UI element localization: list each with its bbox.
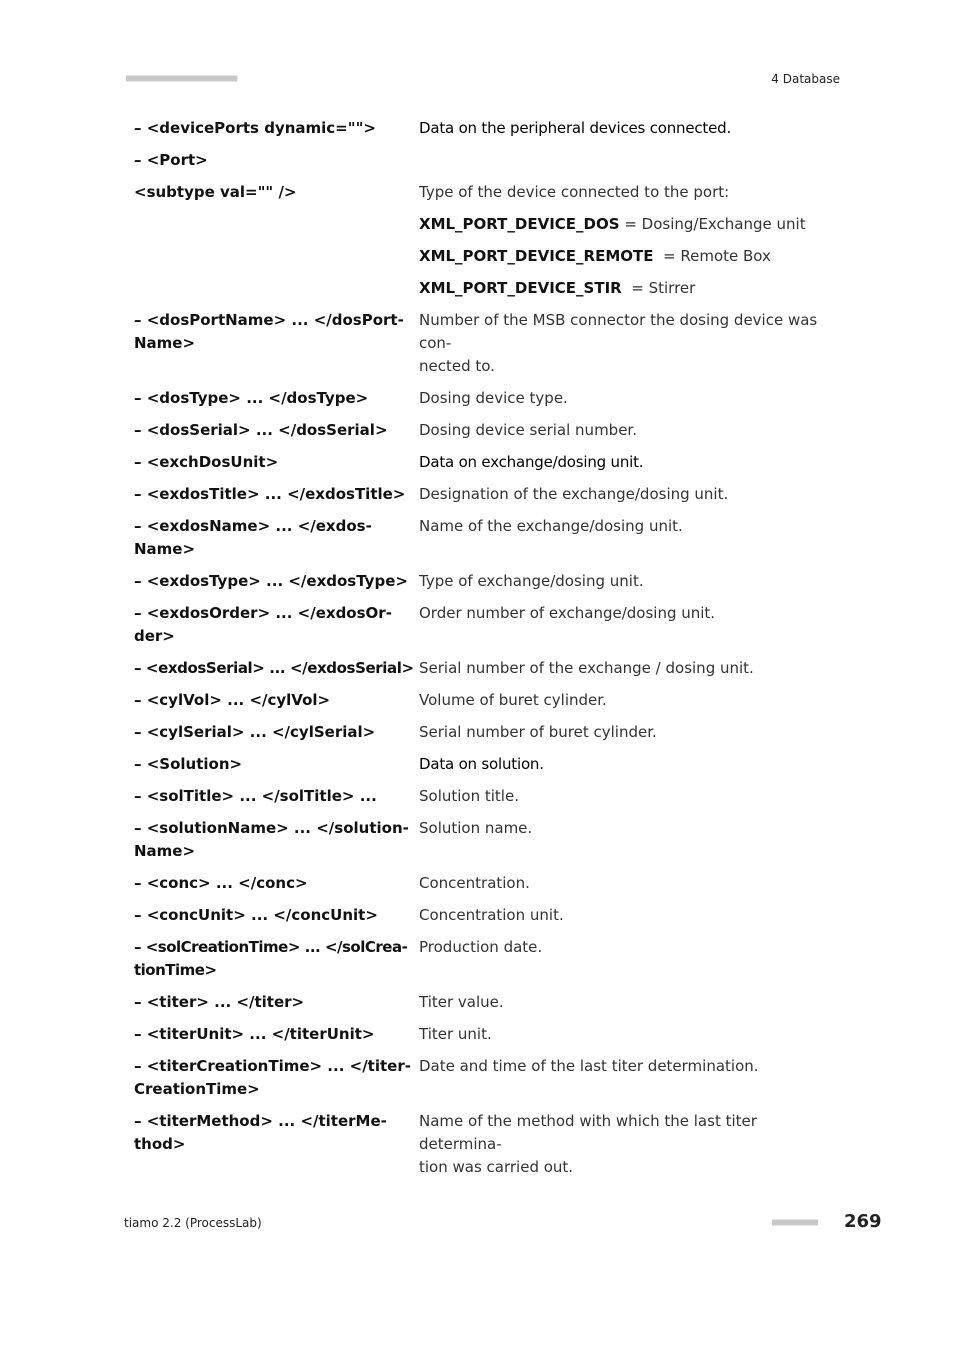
description-cell: Titer value. — [419, 993, 504, 1011]
table-row — [134, 785, 844, 808]
code-description: = Stirrer — [621, 279, 696, 297]
header-decoration: ■■■■■■■■■■■■■■■■■■■■■■ — [126, 73, 237, 84]
description-cell: Type of exchange/dosing unit. — [419, 572, 644, 590]
tag-cell: – <dosSerial> ... </dosSerial> — [134, 421, 388, 439]
description-cell: Titer unit. — [419, 1025, 492, 1043]
table-row — [134, 1110, 844, 1179]
product-name: tiamo 2.2 (ProcessLab) — [124, 1216, 262, 1230]
table-row — [134, 213, 844, 236]
description-cell: Date and time of the last titer determination. — [419, 1057, 759, 1075]
table-row — [134, 117, 844, 140]
tag-cell: – <cylSerial> ... </cylSerial> — [134, 723, 376, 741]
table-row — [134, 602, 844, 648]
table-row — [134, 483, 844, 506]
section-title: 4 Database — [771, 72, 840, 86]
table-row — [134, 387, 844, 410]
table-row — [134, 451, 844, 474]
tag-cell — [134, 213, 419, 236]
tag-cell: – <solutionName> ... </solution- Name> — [134, 819, 409, 860]
table-row — [134, 1023, 844, 1046]
description-cell — [419, 149, 843, 172]
tag-cell: – <conc> ... </conc> — [134, 874, 308, 892]
description-cell: Data on exchange/dosing unit. — [419, 453, 644, 471]
description-cell: Number of the MSB connector the dosing device was con- nected to. — [419, 311, 818, 375]
description-cell: Designation of the exchange/dosing unit. — [419, 485, 729, 503]
description-cell: Production date. — [419, 938, 543, 956]
table-row — [134, 419, 844, 442]
code-value: XML_PORT_DEVICE_REMOTE — [419, 247, 654, 265]
code-description: = Remote Box — [653, 247, 771, 265]
description-cell: Order number of exchange/dosing unit. — [419, 604, 716, 622]
tag-cell: – <concUnit> ... </concUnit> — [134, 906, 378, 924]
table-row — [134, 570, 844, 593]
tag-cell: – <dosPortName> ... </dosPort- Name> — [134, 311, 404, 352]
description-cell: Concentration. — [419, 874, 530, 892]
tag-cell: – <titerUnit> ... </titerUnit> — [134, 1025, 375, 1043]
table-row — [134, 991, 844, 1014]
tag-cell: – <exdosOrder> ... </exdosOr- der> — [134, 604, 392, 645]
description-cell: Name of the exchange/dosing unit. — [419, 517, 683, 535]
tag-cell: – <titer> ... </titer> — [134, 993, 305, 1011]
table-row — [134, 936, 844, 982]
description-cell: Serial number of the exchange / dosing unit. — [419, 659, 754, 677]
tag-cell: – <solTitle> ... </solTitle> ... — [134, 787, 377, 805]
table-row — [134, 817, 844, 863]
definition-table — [134, 117, 844, 1188]
tag-cell: – <devicePorts dynamic=""> — [134, 119, 376, 137]
tag-cell: – <Port> — [134, 151, 208, 169]
tag-cell: – <Solution> — [134, 755, 243, 773]
tag-cell — [134, 277, 419, 300]
tag-cell: – <solCreationTime> ... </solCrea- tionTime> — [134, 938, 408, 979]
table-row — [134, 277, 844, 300]
footer-decoration: ■■■■■■■■■ — [772, 1217, 818, 1228]
tag-cell: – <exdosType> ... </exdosType> — [134, 572, 408, 590]
tag-cell: – <exdosSerial> ... </exdosSerial> — [134, 659, 414, 677]
description-cell: Type of the device connected to the port: — [419, 183, 730, 201]
tag-cell: – <dosType> ... </dosType> — [134, 389, 369, 407]
tag-cell: – <titerCreationTime> ... </titer- CreationTime> — [134, 1057, 411, 1098]
description-cell — [419, 277, 843, 300]
table-row — [134, 149, 844, 172]
tag-cell: – <cylVol> ... </cylVol> — [134, 691, 331, 709]
tag-cell: – <exdosTitle> ... </exdosTitle> — [134, 485, 406, 503]
description-cell: Data on solution. — [419, 755, 544, 773]
tag-cell: – <exdosName> ... </exdos- Name> — [134, 517, 372, 558]
description-cell: Solution title. — [419, 787, 519, 805]
table-row — [134, 689, 844, 712]
code-description: = Dosing/Exchange unit — [619, 215, 806, 233]
tag-cell: – <titerMethod> ... </titerMe- thod> — [134, 1112, 387, 1153]
code-value: XML_PORT_DEVICE_STIR — [419, 279, 622, 297]
table-row — [134, 181, 844, 204]
table-row — [134, 309, 844, 378]
table-row — [134, 245, 844, 268]
description-cell: Name of the method with which the last titer determina- tion was carried out. — [419, 1112, 757, 1176]
table-row — [134, 872, 844, 895]
table-row — [134, 1055, 844, 1101]
description-cell — [419, 245, 843, 268]
description-cell — [419, 213, 843, 236]
table-row — [134, 515, 844, 561]
table-row — [134, 753, 844, 776]
description-cell: Data on the peripheral devices connected. — [419, 119, 732, 137]
description-cell: Serial number of buret cylinder. — [419, 723, 657, 741]
table-row — [134, 721, 844, 744]
description-cell: Dosing device type. — [419, 389, 568, 407]
description-cell: Solution name. — [419, 819, 533, 837]
table-row — [134, 904, 844, 927]
description-cell: Concentration unit. — [419, 906, 564, 924]
tag-cell — [134, 245, 419, 268]
description-cell: Volume of buret cylinder. — [419, 691, 607, 709]
page-number: 269 — [844, 1211, 882, 1232]
table-row — [134, 657, 844, 680]
description-cell: Dosing device serial number. — [419, 421, 637, 439]
tag-cell: – <exchDosUnit> — [134, 453, 279, 471]
tag-cell: <subtype val="" /> — [134, 183, 297, 201]
code-value: XML_PORT_DEVICE_DOS — [419, 215, 620, 233]
